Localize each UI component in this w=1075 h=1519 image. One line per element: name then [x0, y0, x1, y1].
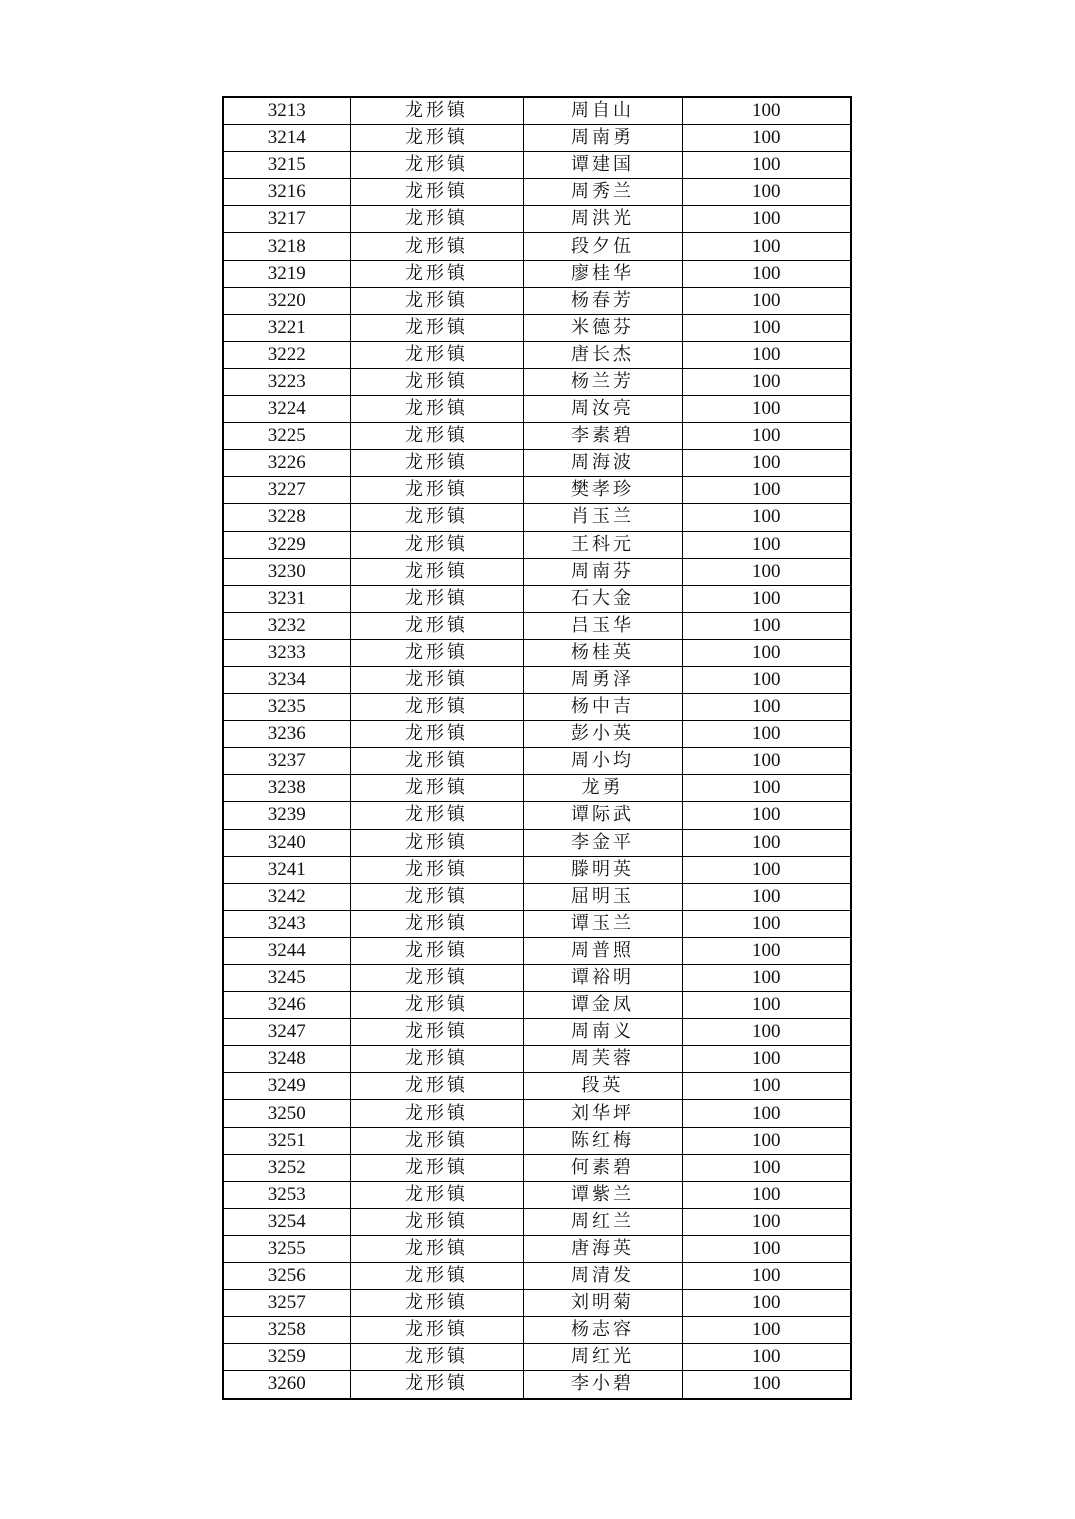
serial-number-cell: 3217 [223, 206, 350, 233]
town-cell: 龙形镇 [350, 504, 523, 531]
amount-cell: 100 [682, 883, 851, 910]
person-name-cell: 周南勇 [523, 125, 682, 152]
person-name-cell: 周勇泽 [523, 666, 682, 693]
person-name-cell: 李小碧 [523, 1371, 682, 1399]
person-name-cell: 周红光 [523, 1344, 682, 1371]
person-name-cell: 王科元 [523, 531, 682, 558]
serial-number-cell: 3232 [223, 612, 350, 639]
amount-cell: 100 [682, 179, 851, 206]
serial-number-cell: 3235 [223, 694, 350, 721]
serial-number-cell: 3244 [223, 937, 350, 964]
table-row [223, 721, 851, 748]
table-row [223, 612, 851, 639]
table-row [223, 1046, 851, 1073]
serial-number-cell: 3259 [223, 1344, 350, 1371]
town-cell: 龙形镇 [350, 97, 523, 125]
person-name-cell: 周清发 [523, 1263, 682, 1290]
person-name-cell: 周小均 [523, 748, 682, 775]
town-cell: 龙形镇 [350, 368, 523, 395]
person-name-cell: 谭际武 [523, 802, 682, 829]
person-name-cell: 杨桂英 [523, 639, 682, 666]
person-name-cell: 吕玉华 [523, 612, 682, 639]
town-cell: 龙形镇 [350, 829, 523, 856]
town-cell: 龙形镇 [350, 260, 523, 287]
serial-number-cell: 3243 [223, 910, 350, 937]
table-row [223, 1317, 851, 1344]
town-cell: 龙形镇 [350, 965, 523, 992]
serial-number-cell: 3240 [223, 829, 350, 856]
town-cell: 龙形镇 [350, 1235, 523, 1262]
amount-cell: 100 [682, 1073, 851, 1100]
town-cell: 龙形镇 [350, 314, 523, 341]
town-cell: 龙形镇 [350, 423, 523, 450]
table-row [223, 1181, 851, 1208]
person-name-cell: 杨春芳 [523, 287, 682, 314]
town-cell: 龙形镇 [350, 1181, 523, 1208]
serial-number-cell: 3226 [223, 450, 350, 477]
amount-cell: 100 [682, 97, 851, 125]
table-row [223, 1073, 851, 1100]
table-row [223, 1290, 851, 1317]
town-cell: 龙形镇 [350, 1100, 523, 1127]
person-name-cell: 谭紫兰 [523, 1181, 682, 1208]
town-cell: 龙形镇 [350, 125, 523, 152]
person-name-cell: 谭建国 [523, 152, 682, 179]
person-name-cell: 李素碧 [523, 423, 682, 450]
amount-cell: 100 [682, 639, 851, 666]
amount-cell: 100 [682, 721, 851, 748]
table-row [223, 179, 851, 206]
amount-cell: 100 [682, 233, 851, 260]
table-row [223, 1371, 851, 1399]
town-cell: 龙形镇 [350, 992, 523, 1019]
amount-cell: 100 [682, 477, 851, 504]
amount-cell: 100 [682, 368, 851, 395]
table-row [223, 206, 851, 233]
table-row [223, 802, 851, 829]
serial-number-cell: 3238 [223, 775, 350, 802]
serial-number-cell: 3234 [223, 666, 350, 693]
person-name-cell: 谭裕明 [523, 965, 682, 992]
serial-number-cell: 3223 [223, 368, 350, 395]
town-cell: 龙形镇 [350, 1371, 523, 1399]
amount-cell: 100 [682, 694, 851, 721]
amount-cell: 100 [682, 423, 851, 450]
table-row [223, 775, 851, 802]
serial-number-cell: 3257 [223, 1290, 350, 1317]
person-name-cell: 周芙蓉 [523, 1046, 682, 1073]
serial-number-cell: 3218 [223, 233, 350, 260]
person-name-cell: 杨志容 [523, 1317, 682, 1344]
town-cell: 龙形镇 [350, 694, 523, 721]
amount-cell: 100 [682, 1019, 851, 1046]
table-row [223, 585, 851, 612]
amount-cell: 100 [682, 450, 851, 477]
table-row [223, 1100, 851, 1127]
serial-number-cell: 3248 [223, 1046, 350, 1073]
town-cell: 龙形镇 [350, 883, 523, 910]
town-cell: 龙形镇 [350, 341, 523, 368]
town-cell: 龙形镇 [350, 775, 523, 802]
town-cell: 龙形镇 [350, 1290, 523, 1317]
amount-cell: 100 [682, 992, 851, 1019]
town-cell: 龙形镇 [350, 666, 523, 693]
serial-number-cell: 3256 [223, 1263, 350, 1290]
person-name-cell: 周海波 [523, 450, 682, 477]
amount-cell: 100 [682, 748, 851, 775]
town-cell: 龙形镇 [350, 233, 523, 260]
table-row [223, 829, 851, 856]
serial-number-cell: 3242 [223, 883, 350, 910]
town-cell: 龙形镇 [350, 910, 523, 937]
person-name-cell: 周南义 [523, 1019, 682, 1046]
table-row [223, 1019, 851, 1046]
town-cell: 龙形镇 [350, 721, 523, 748]
amount-cell: 100 [682, 775, 851, 802]
serial-number-cell: 3251 [223, 1127, 350, 1154]
town-cell: 龙形镇 [350, 1208, 523, 1235]
person-name-cell: 陈红梅 [523, 1127, 682, 1154]
amount-cell: 100 [682, 1290, 851, 1317]
table-row [223, 965, 851, 992]
roster-table-body [223, 97, 851, 1399]
person-name-cell: 周普照 [523, 937, 682, 964]
serial-number-cell: 3219 [223, 260, 350, 287]
serial-number-cell: 3247 [223, 1019, 350, 1046]
table-row [223, 883, 851, 910]
serial-number-cell: 3249 [223, 1073, 350, 1100]
table-row [223, 477, 851, 504]
serial-number-cell: 3239 [223, 802, 350, 829]
serial-number-cell: 3228 [223, 504, 350, 531]
town-cell: 龙形镇 [350, 612, 523, 639]
amount-cell: 100 [682, 802, 851, 829]
table-row [223, 910, 851, 937]
table-row [223, 314, 851, 341]
amount-cell: 100 [682, 910, 851, 937]
person-name-cell: 廖桂华 [523, 260, 682, 287]
person-name-cell: 刘明菊 [523, 1290, 682, 1317]
person-name-cell: 周秀兰 [523, 179, 682, 206]
person-name-cell: 唐海英 [523, 1235, 682, 1262]
town-cell: 龙形镇 [350, 1127, 523, 1154]
table-row [223, 639, 851, 666]
amount-cell: 100 [682, 1046, 851, 1073]
table-row [223, 368, 851, 395]
serial-number-cell: 3222 [223, 341, 350, 368]
amount-cell: 100 [682, 260, 851, 287]
serial-number-cell: 3260 [223, 1371, 350, 1399]
serial-number-cell: 3250 [223, 1100, 350, 1127]
person-name-cell: 杨中吉 [523, 694, 682, 721]
table-row [223, 856, 851, 883]
serial-number-cell: 3216 [223, 179, 350, 206]
town-cell: 龙形镇 [350, 1073, 523, 1100]
person-name-cell: 谭玉兰 [523, 910, 682, 937]
person-name-cell: 樊孝珍 [523, 477, 682, 504]
amount-cell: 100 [682, 1317, 851, 1344]
serial-number-cell: 3236 [223, 721, 350, 748]
table-row [223, 125, 851, 152]
person-name-cell: 滕明英 [523, 856, 682, 883]
person-name-cell: 周南芬 [523, 558, 682, 585]
person-name-cell: 段英 [523, 1073, 682, 1100]
person-name-cell: 刘华坪 [523, 1100, 682, 1127]
person-name-cell: 肖玉兰 [523, 504, 682, 531]
table-row [223, 152, 851, 179]
table-row [223, 450, 851, 477]
table-row [223, 1154, 851, 1181]
serial-number-cell: 3227 [223, 477, 350, 504]
serial-number-cell: 3225 [223, 423, 350, 450]
amount-cell: 100 [682, 937, 851, 964]
table-row [223, 748, 851, 775]
town-cell: 龙形镇 [350, 179, 523, 206]
person-name-cell: 彭小英 [523, 721, 682, 748]
amount-cell: 100 [682, 314, 851, 341]
town-cell: 龙形镇 [350, 152, 523, 179]
serial-number-cell: 3213 [223, 97, 350, 125]
person-name-cell: 周红兰 [523, 1208, 682, 1235]
amount-cell: 100 [682, 1235, 851, 1262]
table-row [223, 531, 851, 558]
town-cell: 龙形镇 [350, 558, 523, 585]
town-cell: 龙形镇 [350, 206, 523, 233]
table-row [223, 694, 851, 721]
town-cell: 龙形镇 [350, 1344, 523, 1371]
town-cell: 龙形镇 [350, 802, 523, 829]
amount-cell: 100 [682, 965, 851, 992]
amount-cell: 100 [682, 531, 851, 558]
serial-number-cell: 3230 [223, 558, 350, 585]
serial-number-cell: 3237 [223, 748, 350, 775]
serial-number-cell: 3214 [223, 125, 350, 152]
table-row [223, 504, 851, 531]
amount-cell: 100 [682, 504, 851, 531]
table-row [223, 558, 851, 585]
town-cell: 龙形镇 [350, 287, 523, 314]
town-cell: 龙形镇 [350, 639, 523, 666]
serial-number-cell: 3233 [223, 639, 350, 666]
person-name-cell: 谭金凤 [523, 992, 682, 1019]
serial-number-cell: 3229 [223, 531, 350, 558]
person-name-cell: 周汝亮 [523, 396, 682, 423]
serial-number-cell: 3258 [223, 1317, 350, 1344]
serial-number-cell: 3221 [223, 314, 350, 341]
table-row [223, 341, 851, 368]
serial-number-cell: 3224 [223, 396, 350, 423]
town-cell: 龙形镇 [350, 1154, 523, 1181]
town-cell: 龙形镇 [350, 450, 523, 477]
person-name-cell: 唐长杰 [523, 341, 682, 368]
table-row [223, 666, 851, 693]
serial-number-cell: 3246 [223, 992, 350, 1019]
amount-cell: 100 [682, 1154, 851, 1181]
amount-cell: 100 [682, 1208, 851, 1235]
amount-cell: 100 [682, 152, 851, 179]
amount-cell: 100 [682, 1127, 851, 1154]
serial-number-cell: 3215 [223, 152, 350, 179]
table-row [223, 1235, 851, 1262]
person-name-cell: 周自山 [523, 97, 682, 125]
table-row [223, 396, 851, 423]
amount-cell: 100 [682, 1344, 851, 1371]
person-name-cell: 周洪光 [523, 206, 682, 233]
town-cell: 龙形镇 [350, 1263, 523, 1290]
town-cell: 龙形镇 [350, 856, 523, 883]
serial-number-cell: 3253 [223, 1181, 350, 1208]
amount-cell: 100 [682, 1100, 851, 1127]
town-cell: 龙形镇 [350, 585, 523, 612]
amount-cell: 100 [682, 206, 851, 233]
table-row [223, 260, 851, 287]
town-cell: 龙形镇 [350, 1046, 523, 1073]
town-cell: 龙形镇 [350, 748, 523, 775]
person-name-cell: 杨兰芳 [523, 368, 682, 395]
amount-cell: 100 [682, 1181, 851, 1208]
amount-cell: 100 [682, 341, 851, 368]
serial-number-cell: 3231 [223, 585, 350, 612]
serial-number-cell: 3220 [223, 287, 350, 314]
amount-cell: 100 [682, 125, 851, 152]
amount-cell: 100 [682, 856, 851, 883]
town-cell: 龙形镇 [350, 1019, 523, 1046]
town-cell: 龙形镇 [350, 396, 523, 423]
person-name-cell: 李金平 [523, 829, 682, 856]
serial-number-cell: 3245 [223, 965, 350, 992]
person-name-cell: 米德芬 [523, 314, 682, 341]
table-row [223, 1344, 851, 1371]
person-name-cell: 石大金 [523, 585, 682, 612]
amount-cell: 100 [682, 612, 851, 639]
town-cell: 龙形镇 [350, 1317, 523, 1344]
amount-cell: 100 [682, 558, 851, 585]
person-name-cell: 屈明玉 [523, 883, 682, 910]
table-row [223, 287, 851, 314]
table-row [223, 937, 851, 964]
amount-cell: 100 [682, 1263, 851, 1290]
amount-cell: 100 [682, 1371, 851, 1399]
table-row [223, 423, 851, 450]
roster-table [222, 96, 852, 1400]
serial-number-cell: 3252 [223, 1154, 350, 1181]
serial-number-cell: 3241 [223, 856, 350, 883]
table-row [223, 233, 851, 260]
town-cell: 龙形镇 [350, 531, 523, 558]
person-name-cell: 龙勇 [523, 775, 682, 802]
amount-cell: 100 [682, 396, 851, 423]
serial-number-cell: 3255 [223, 1235, 350, 1262]
town-cell: 龙形镇 [350, 937, 523, 964]
table-row [223, 1208, 851, 1235]
town-cell: 龙形镇 [350, 477, 523, 504]
person-name-cell: 何素碧 [523, 1154, 682, 1181]
amount-cell: 100 [682, 829, 851, 856]
amount-cell: 100 [682, 585, 851, 612]
amount-cell: 100 [682, 666, 851, 693]
table-row [223, 992, 851, 1019]
serial-number-cell: 3254 [223, 1208, 350, 1235]
amount-cell: 100 [682, 287, 851, 314]
table-row [223, 97, 851, 125]
table-row [223, 1127, 851, 1154]
person-name-cell: 段夕伍 [523, 233, 682, 260]
table-row [223, 1263, 851, 1290]
